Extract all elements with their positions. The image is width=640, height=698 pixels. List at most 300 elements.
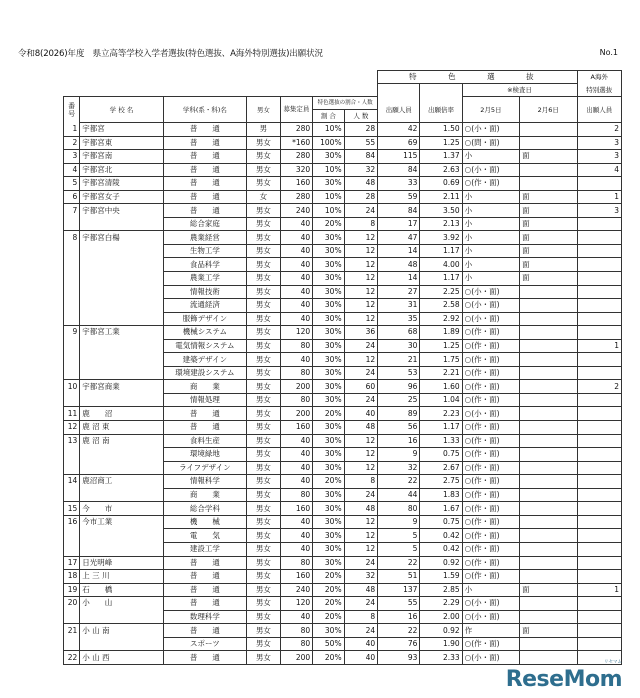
- school-name: [80, 244, 163, 258]
- ratio-count: 40: [344, 407, 378, 421]
- department: 機 械: [163, 515, 246, 529]
- exam-feb5: 小: [462, 258, 519, 272]
- row-number: 6: [64, 190, 80, 204]
- row-number: [64, 299, 80, 313]
- exam-feb6: [520, 339, 577, 353]
- school-name: 宇都宮北: [80, 163, 163, 177]
- application-rate: 2.85: [420, 583, 462, 597]
- application-rate: 1.75: [420, 353, 462, 367]
- department: 電気情報システム: [163, 339, 246, 353]
- capacity: *160: [280, 136, 313, 150]
- application-rate: 1.17: [420, 421, 462, 435]
- applicants: 68: [378, 326, 420, 340]
- applicants: 96: [378, 380, 420, 394]
- row-number: [64, 285, 80, 299]
- exam-feb6: [520, 123, 577, 137]
- capacity: 120: [280, 597, 313, 611]
- kaigai-applicants: [577, 448, 621, 462]
- table-row: [64, 624, 622, 638]
- gender: 男女: [247, 651, 281, 665]
- exam-feb5: ○(作・面): [462, 177, 519, 191]
- ratio-count: 48: [344, 502, 378, 516]
- table-row: [64, 217, 622, 231]
- row-number: 14: [64, 475, 80, 489]
- exam-feb6: 面: [520, 150, 577, 164]
- capacity-header: 募集定員: [280, 97, 313, 123]
- gender: 男女: [247, 624, 281, 638]
- logo-subtext: リセマム: [604, 660, 622, 665]
- applicants: 53: [378, 366, 420, 380]
- capacity: 40: [280, 299, 313, 313]
- school-name: [80, 366, 163, 380]
- exam-feb5: ○(小・面): [462, 285, 519, 299]
- kaigai-applicants: [577, 610, 621, 624]
- ratio: 30%: [313, 244, 344, 258]
- capacity: 40: [280, 258, 313, 272]
- gender: 男女: [247, 529, 281, 543]
- kaigai-applicants: [577, 326, 621, 340]
- row-number: 21: [64, 624, 80, 638]
- ratio-count: 36: [344, 326, 378, 340]
- table-row: [64, 570, 622, 584]
- ratio: 10%: [313, 123, 344, 137]
- application-rate: 2.67: [420, 461, 462, 475]
- ratio-count: 12: [344, 461, 378, 475]
- kaigai-applicants: [577, 461, 621, 475]
- ratio: 30%: [313, 542, 344, 556]
- ratio: 20%: [313, 570, 344, 584]
- department: 建設工学: [163, 542, 246, 556]
- school-name: 宇都宮工業: [80, 326, 163, 340]
- applicants: 35: [378, 312, 420, 326]
- gender: 男女: [247, 136, 281, 150]
- exam-feb6: [520, 570, 577, 584]
- ratio: 10%: [313, 190, 344, 204]
- kaigai-applicants: [577, 475, 621, 489]
- school-name: 宇都宮東: [80, 136, 163, 150]
- kaigai-applicants: [577, 529, 621, 543]
- rate-header-top: [420, 84, 462, 97]
- exam-feb5: ○(作・面): [462, 475, 519, 489]
- ratio: 30%: [313, 380, 344, 394]
- department: ライフデザイン: [163, 461, 246, 475]
- table-row: [64, 204, 622, 218]
- department: 商 業: [163, 380, 246, 394]
- exam-feb5: ○(小・面): [462, 651, 519, 665]
- exam-feb5: ○(作・面): [462, 380, 519, 394]
- department: 普 通: [163, 136, 246, 150]
- exam-feb5: ○(作・面): [462, 366, 519, 380]
- department: 普 通: [163, 190, 246, 204]
- department: 情報科学: [163, 475, 246, 489]
- kaigai-applicants: [577, 258, 621, 272]
- school-name: 日光明峰: [80, 556, 163, 570]
- ratio-count: 40: [344, 637, 378, 651]
- exam-feb5: ○(問・面): [462, 136, 519, 150]
- exam-feb6: 面: [520, 190, 577, 204]
- ratio-count: 48: [344, 421, 378, 435]
- kaigai-applicants: [577, 637, 621, 651]
- header-blank: [64, 71, 378, 84]
- ratio-count: 12: [344, 448, 378, 462]
- ratio-count: 32: [344, 163, 378, 177]
- ratio: 20%: [313, 475, 344, 489]
- table-row: [64, 244, 622, 258]
- row-number: [64, 312, 80, 326]
- applicants: 55: [378, 597, 420, 611]
- table-row: [64, 610, 622, 624]
- application-rate: 0.42: [420, 529, 462, 543]
- ratio-count: 12: [344, 434, 378, 448]
- kaigai-applicants: [577, 488, 621, 502]
- row-number: [64, 448, 80, 462]
- exam-feb5: ○(作・面): [462, 542, 519, 556]
- applicants: 22: [378, 624, 420, 638]
- kaigai-applicants: 4: [577, 163, 621, 177]
- table-row: [64, 583, 622, 597]
- applicants: 9: [378, 448, 420, 462]
- applicants: 22: [378, 556, 420, 570]
- exam-feb6: [520, 448, 577, 462]
- school-name: 宇都宮白楊: [80, 231, 163, 245]
- gender: 男女: [247, 272, 281, 286]
- applicants: 44: [378, 488, 420, 502]
- kaigai-applicants: 2: [577, 123, 621, 137]
- application-rate: 1.04: [420, 393, 462, 407]
- row-number: 5: [64, 177, 80, 191]
- gender: 男女: [247, 163, 281, 177]
- row-number: 16: [64, 515, 80, 529]
- application-rate: 4.00: [420, 258, 462, 272]
- capacity: 320: [280, 163, 313, 177]
- gender: 男女: [247, 285, 281, 299]
- capacity: 280: [280, 150, 313, 164]
- capacity: 80: [280, 556, 313, 570]
- department: 普 通: [163, 570, 246, 584]
- applicants: 47: [378, 231, 420, 245]
- ratio: 10%: [313, 163, 344, 177]
- kaigai-applicants: [577, 299, 621, 313]
- feb6-header: 2月6日: [520, 97, 577, 123]
- capacity: 40: [280, 353, 313, 367]
- kaigai-applicants: 3: [577, 136, 621, 150]
- department: 電 気: [163, 529, 246, 543]
- application-rate: 3.50: [420, 204, 462, 218]
- exam-feb6: [520, 312, 577, 326]
- exam-feb5: 作: [462, 624, 519, 638]
- row-number: 12: [64, 421, 80, 435]
- school-name: [80, 637, 163, 651]
- kaigai-applicants: [577, 285, 621, 299]
- applicants: 21: [378, 353, 420, 367]
- kaigai-applicants: [577, 556, 621, 570]
- application-rate: 1.17: [420, 272, 462, 286]
- ratio: 30%: [313, 461, 344, 475]
- row-number: [64, 529, 80, 543]
- school-name: 上 三 川: [80, 570, 163, 584]
- kaigai-applicants: 3: [577, 150, 621, 164]
- applicants: 32: [378, 461, 420, 475]
- table-row: [64, 136, 622, 150]
- capacity: 40: [280, 285, 313, 299]
- exam-feb6: [520, 366, 577, 380]
- exam-feb6: [520, 380, 577, 394]
- row-number: [64, 366, 80, 380]
- kaigai-applicants: 1: [577, 190, 621, 204]
- kaigai-applicants: 1: [577, 583, 621, 597]
- exam-feb6: [520, 488, 577, 502]
- capacity: 120: [280, 326, 313, 340]
- capacity: 160: [280, 421, 313, 435]
- ratio: 20%: [313, 597, 344, 611]
- table-row: [64, 461, 622, 475]
- capacity: 40: [280, 272, 313, 286]
- application-rate: 1.50: [420, 123, 462, 137]
- application-rate: 1.83: [420, 488, 462, 502]
- applicants: 76: [378, 637, 420, 651]
- kaigai-applicants: [577, 272, 621, 286]
- gender: 男女: [247, 475, 281, 489]
- gender: 男女: [247, 204, 281, 218]
- row-number: 8: [64, 231, 80, 245]
- exam-feb6: 面: [520, 258, 577, 272]
- ratio: 30%: [313, 353, 344, 367]
- applicants: 115: [378, 150, 420, 164]
- school-name: 小 山 南: [80, 624, 163, 638]
- school-name: [80, 393, 163, 407]
- kaigai-applicants: [577, 353, 621, 367]
- ratio-count: 84: [344, 150, 378, 164]
- school-name: [80, 461, 163, 475]
- exam-feb5: 小: [462, 231, 519, 245]
- dept-header: 学科(系・科)名: [163, 97, 246, 123]
- gender: 男女: [247, 421, 281, 435]
- exam-feb5: ○(作・面): [462, 448, 519, 462]
- exam-feb5: ○(作・面): [462, 353, 519, 367]
- capacity: 280: [280, 190, 313, 204]
- table-row: [64, 651, 622, 665]
- ratio: 30%: [313, 502, 344, 516]
- row-number: 11: [64, 407, 80, 421]
- school-name: [80, 299, 163, 313]
- exam-feb5: ○(小・面): [462, 123, 519, 137]
- kaigai-applicants: [577, 515, 621, 529]
- application-rate: 0.92: [420, 624, 462, 638]
- ratio-count: 24: [344, 339, 378, 353]
- application-rate: 1.25: [420, 136, 462, 150]
- school-name: 宇都宮商業: [80, 380, 163, 394]
- ratio: 30%: [313, 366, 344, 380]
- school-name: 小 山 西: [80, 651, 163, 665]
- ratio-count: 24: [344, 597, 378, 611]
- school-name: [80, 542, 163, 556]
- capacity: 240: [280, 204, 313, 218]
- school-name: 鹿 沼: [80, 407, 163, 421]
- kaigai-applicants: [577, 393, 621, 407]
- gender: 男女: [247, 610, 281, 624]
- ratio: 30%: [313, 285, 344, 299]
- row-number: [64, 461, 80, 475]
- applicants: 16: [378, 610, 420, 624]
- application-rate: 2.11: [420, 190, 462, 204]
- ratio-count: 12: [344, 285, 378, 299]
- applicants: 22: [378, 475, 420, 489]
- exam-feb6: [520, 177, 577, 191]
- school-header: 学 校 名: [80, 97, 163, 123]
- application-rate: 1.60: [420, 380, 462, 394]
- ratio-count: 8: [344, 217, 378, 231]
- kaigai-applicants: [577, 542, 621, 556]
- school-name: [80, 448, 163, 462]
- school-name: 宇都宮清陵: [80, 177, 163, 191]
- exam-feb6: 面: [520, 217, 577, 231]
- table-row: [64, 502, 622, 516]
- table-row: [64, 339, 622, 353]
- school-name: 今市工業: [80, 515, 163, 529]
- application-rate: 0.92: [420, 556, 462, 570]
- ratio-count: 24: [344, 556, 378, 570]
- exam-feb5: 小: [462, 204, 519, 218]
- ratio-count: 8: [344, 475, 378, 489]
- table-row: [64, 326, 622, 340]
- exam-feb6: [520, 285, 577, 299]
- exam-feb5: ○(作・面): [462, 326, 519, 340]
- department: 普 通: [163, 204, 246, 218]
- school-name: [80, 272, 163, 286]
- gender: 男女: [247, 217, 281, 231]
- applicants: 89: [378, 407, 420, 421]
- capacity: 160: [280, 502, 313, 516]
- capacity: 40: [280, 434, 313, 448]
- department: 総合学科: [163, 502, 246, 516]
- exam-feb5: 小: [462, 272, 519, 286]
- kaigai-applicants: 1: [577, 339, 621, 353]
- row-number: 1: [64, 123, 80, 137]
- capacity: 160: [280, 177, 313, 191]
- gender: 男女: [247, 583, 281, 597]
- applicants: 31: [378, 299, 420, 313]
- gender: 男女: [247, 244, 281, 258]
- ratio-count: 12: [344, 515, 378, 529]
- header-blank-2: [64, 84, 378, 97]
- exam-feb5: ○(作・面): [462, 529, 519, 543]
- exam-feb5: ○(作・面): [462, 434, 519, 448]
- ratio-count: 12: [344, 529, 378, 543]
- department: 農業経営: [163, 231, 246, 245]
- exam-feb6: [520, 461, 577, 475]
- ratio-count: 24: [344, 204, 378, 218]
- kaigai-header: A海外: [577, 71, 621, 84]
- application-rate: 1.33: [420, 434, 462, 448]
- gender: 男女: [247, 488, 281, 502]
- applicants: 5: [378, 542, 420, 556]
- school-name: [80, 258, 163, 272]
- gender: 男女: [247, 570, 281, 584]
- exam-feb5: 小: [462, 217, 519, 231]
- application-rate: 2.25: [420, 285, 462, 299]
- application-rate: 2.23: [420, 407, 462, 421]
- capacity: 40: [280, 312, 313, 326]
- capacity: 200: [280, 407, 313, 421]
- department: 普 通: [163, 163, 246, 177]
- table-row: [64, 231, 622, 245]
- application-rate: 3.92: [420, 231, 462, 245]
- applicants: 30: [378, 339, 420, 353]
- ratio-count: 28: [344, 190, 378, 204]
- kaigai-applicants: [577, 421, 621, 435]
- applicants: 16: [378, 434, 420, 448]
- application-rate: 0.42: [420, 542, 462, 556]
- exam-feb5: ○(小・面): [462, 610, 519, 624]
- school-name: [80, 339, 163, 353]
- department: 総合家庭: [163, 217, 246, 231]
- kaigai-applicants: [577, 312, 621, 326]
- exam-feb6: [520, 556, 577, 570]
- exam-feb6: [520, 542, 577, 556]
- table-row: [64, 448, 622, 462]
- row-number: 9: [64, 326, 80, 340]
- gender: 男女: [247, 502, 281, 516]
- exam-feb6: 面: [520, 204, 577, 218]
- ratio: 30%: [313, 624, 344, 638]
- exam-feb5: ○(作・面): [462, 637, 519, 651]
- department: 建築デザイン: [163, 353, 246, 367]
- applicants: 5: [378, 529, 420, 543]
- table-row: [64, 515, 622, 529]
- school-name: [80, 285, 163, 299]
- department: 情報処理: [163, 393, 246, 407]
- capacity: 200: [280, 651, 313, 665]
- gender: 男女: [247, 366, 281, 380]
- ratio-count: 24: [344, 366, 378, 380]
- gender: 男女: [247, 353, 281, 367]
- applicants: 80: [378, 502, 420, 516]
- gender: 男女: [247, 448, 281, 462]
- applicants: 137: [378, 583, 420, 597]
- school-name: 今 市: [80, 502, 163, 516]
- capacity: 40: [280, 231, 313, 245]
- capacity: 40: [280, 515, 313, 529]
- department: 数理科学: [163, 610, 246, 624]
- exam-feb6: [520, 407, 577, 421]
- capacity: 40: [280, 217, 313, 231]
- row-number: 22: [64, 651, 80, 665]
- table-row: [64, 393, 622, 407]
- department: 普 通: [163, 150, 246, 164]
- table-row: [64, 272, 622, 286]
- ratio: 30%: [313, 488, 344, 502]
- capacity: 40: [280, 542, 313, 556]
- gender: 男女: [247, 326, 281, 340]
- school-name: [80, 610, 163, 624]
- capacity: 80: [280, 624, 313, 638]
- table-row: [64, 299, 622, 313]
- kaigai-applicants: [577, 366, 621, 380]
- ratio: 30%: [313, 339, 344, 353]
- row-number: [64, 637, 80, 651]
- row-number: 10: [64, 380, 80, 394]
- capacity: 80: [280, 339, 313, 353]
- department: 情報技術: [163, 285, 246, 299]
- capacity: 200: [280, 380, 313, 394]
- ratio: 100%: [313, 136, 344, 150]
- applicants: 84: [378, 204, 420, 218]
- no-header: 番号: [64, 97, 80, 123]
- ratio: 30%: [313, 556, 344, 570]
- kaigai-applicants: [577, 217, 621, 231]
- row-number: [64, 217, 80, 231]
- capacity: 80: [280, 366, 313, 380]
